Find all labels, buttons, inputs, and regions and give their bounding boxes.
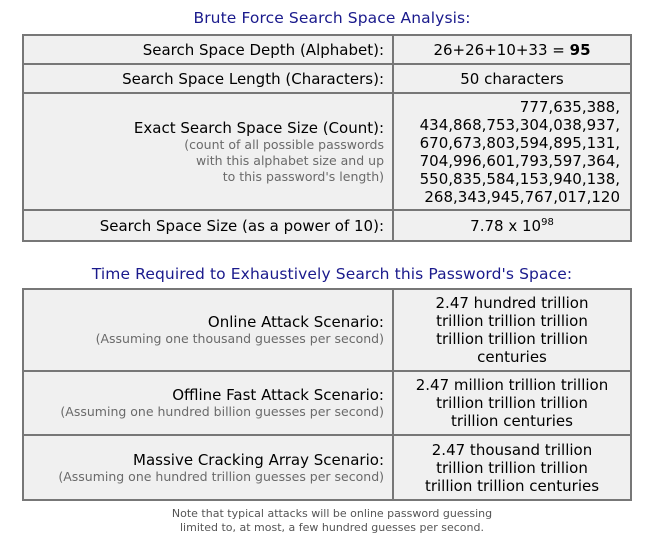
- massive-array-row: [23, 435, 631, 500]
- online-attack-note: (Assuming one thousand guesses per second): [95, 331, 384, 346]
- time-line: trillion trillion trillion: [436, 458, 588, 477]
- footnote: [0, 507, 664, 535]
- footnote-line-2: limited to, at most, a few hundred guesses per second.: [180, 521, 484, 534]
- time-line: trillion trillion trillion: [436, 330, 588, 348]
- exact-count-value: [393, 93, 631, 210]
- online-attack-label-cell: [23, 289, 393, 371]
- massive-array-note: (Assuming one hundred trillion guesses per second): [58, 468, 384, 484]
- offline-attack-row: [23, 371, 631, 435]
- offline-attack-note: (Assuming one hundred billion guesses per second): [60, 404, 384, 419]
- offline-attack-label-cell: [23, 371, 393, 435]
- time-line: trillion trillion trillion: [436, 394, 588, 412]
- massive-array-label-cell: [23, 435, 393, 500]
- time-line: trillion trillion trillion: [436, 312, 588, 330]
- exact-count-row: [23, 93, 631, 210]
- length-label: Search Space Length (Characters):: [23, 64, 393, 93]
- time-line: 2.47 hundred trillion: [435, 294, 589, 312]
- exact-count-note-2: with this alphabet size and up: [196, 152, 384, 168]
- massive-array-time: [393, 435, 631, 500]
- power-exponent: 98: [541, 216, 554, 228]
- offline-attack-label: Offline Fast Attack Scenario:: [172, 386, 384, 404]
- exact-count-note-3: to this password's length): [222, 168, 384, 184]
- exact-count-label: Exact Search Space Size (Count):: [133, 118, 384, 137]
- length-row: [23, 64, 631, 93]
- count-line: 777,635,388,: [519, 97, 620, 116]
- time-required-title: Time Required to Exhaustively Search this Password's Space:: [91, 265, 573, 283]
- online-attack-label: Online Attack Scenario:: [207, 313, 384, 331]
- depth-value: [393, 35, 631, 64]
- depth-label: Search Space Depth (Alphabet):: [23, 35, 393, 64]
- analysis-title: Brute Force Search Space Analysis:: [193, 9, 471, 27]
- offline-attack-time: [393, 371, 631, 435]
- time-line: centuries: [477, 348, 547, 366]
- search-space-table: [22, 34, 632, 242]
- count-line: 550,835,584,153,940,138,: [419, 169, 620, 188]
- count-line: 434,868,753,304,038,937,: [419, 115, 620, 134]
- count-line: 670,673,803,594,895,131,: [419, 133, 620, 152]
- power-row: [23, 210, 631, 241]
- power-value: [393, 210, 631, 241]
- time-line: 2.47 thousand trillion: [431, 440, 593, 459]
- attack-scenarios-table: [22, 288, 632, 501]
- power-mantissa: 7.78 x 10: [470, 216, 542, 235]
- footnote-line-1: Note that typical attacks will be online password guessing: [171, 507, 493, 520]
- time-line: 2.47 million trillion trillion: [415, 376, 609, 394]
- count-line: 268,343,945,767,017,120: [424, 187, 620, 206]
- depth-row: [23, 35, 631, 64]
- power-label: Search Space Size (as a power of 10):: [23, 210, 393, 241]
- exact-count-label-cell: [23, 93, 393, 210]
- online-attack-row: [23, 289, 631, 371]
- depth-value-total: 95: [569, 40, 591, 59]
- time-line: trillion centuries: [451, 412, 573, 430]
- time-line: trillion trillion centuries: [424, 476, 600, 495]
- massive-array-label: Massive Cracking Array Scenario:: [133, 450, 384, 469]
- length-value: 50 characters: [393, 64, 631, 93]
- depth-value-prefix: 26+26+10+33 =: [433, 40, 570, 59]
- exact-count-note-1: (count of all possible passwords: [184, 136, 384, 152]
- count-line: 704,996,601,793,597,364,: [419, 151, 620, 170]
- online-attack-time: [393, 289, 631, 371]
